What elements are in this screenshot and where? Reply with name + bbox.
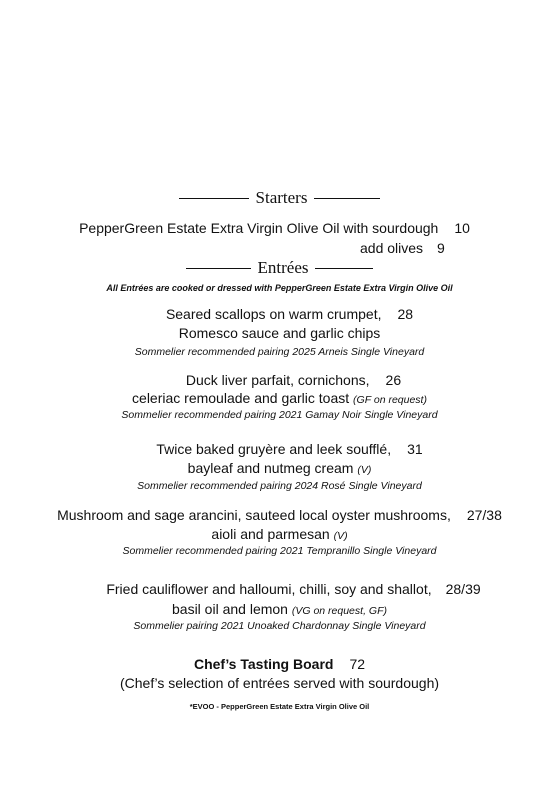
entree-item-1-pairing: Sommelier recommended pairing 2025 Arneis Single Vineyard bbox=[134, 346, 425, 358]
tasting-board-name: Chef’s Tasting Board bbox=[193, 656, 334, 672]
entree-desc: Romesco sauce and garlic chips bbox=[178, 325, 381, 341]
entree-name: Mushroom and sage arancini, sauteed local oyster mushrooms, bbox=[57, 507, 451, 523]
starters-item bbox=[0, 220, 559, 236]
entree-item-2-title bbox=[0, 372, 559, 388]
starters-item-price: 10 bbox=[454, 220, 470, 236]
tasting-board-description: (Chef’s selection of entrées served with sourdough) bbox=[119, 675, 440, 691]
entree-item-3-title bbox=[0, 441, 559, 457]
entree-desc: bayleaf and nutmeg cream bbox=[187, 460, 354, 476]
entree-item-5-desc bbox=[0, 601, 559, 617]
entree-price: 31 bbox=[407, 441, 423, 457]
entree-item-5-title bbox=[0, 581, 559, 597]
entree-price: 28/39 bbox=[445, 581, 481, 597]
heading-rule-right bbox=[315, 268, 373, 269]
entree-diet-note: (V) bbox=[333, 530, 348, 542]
heading-rule-left bbox=[179, 198, 249, 199]
starters-heading-text: Starters bbox=[255, 188, 308, 207]
entree-item-4-pairing: Sommelier recommended pairing 2021 Tempranillo Single Vineyard bbox=[122, 545, 437, 557]
entree-name: Twice baked gruyère and leek soufflé, bbox=[156, 441, 392, 457]
entree-price: 26 bbox=[385, 372, 402, 388]
heading-rule-right bbox=[314, 198, 380, 199]
entree-item-1-title bbox=[0, 306, 559, 322]
entree-name: Duck liver parfait, cornichons, bbox=[185, 372, 370, 388]
entree-item-2-desc bbox=[0, 390, 559, 406]
starters-addon-price: 9 bbox=[437, 240, 445, 256]
entree-item-3-desc bbox=[0, 460, 559, 476]
entree-name: Seared scallops on warm crumpet, bbox=[165, 306, 382, 322]
entree-price: 27/38 bbox=[466, 507, 502, 523]
starters-addon bbox=[360, 240, 445, 256]
entree-price: 28 bbox=[397, 306, 414, 322]
entree-item-4-desc bbox=[0, 526, 559, 542]
entrees-heading-text: Entrées bbox=[257, 258, 309, 277]
starters-item-name: PepperGreen Estate Extra Virgin Olive Oil with sourdough bbox=[79, 220, 439, 236]
starters-heading bbox=[0, 188, 559, 208]
entree-desc: celeriac remoulade and garlic toast bbox=[132, 390, 350, 406]
heading-rule-left bbox=[186, 268, 251, 269]
tasting-board-title bbox=[0, 656, 559, 672]
entree-item-2-pairing: Sommelier recommended pairing 2021 Gamay Noir Single Vineyard bbox=[121, 409, 438, 421]
entree-diet-note: (VG on request, GF) bbox=[291, 605, 387, 617]
entree-item-5-pairing: Sommelier pairing 2021 Unoaked Chardonnay Single Vineyard bbox=[133, 620, 426, 632]
entree-name: Fried cauliflower and halloumi, chilli, soy and shallot, bbox=[106, 581, 432, 597]
entrees-heading bbox=[0, 258, 559, 278]
evoo-footnote: *EVOO - PepperGreen Estate Extra Virgin Olive Oil bbox=[189, 702, 370, 711]
entree-item-4-title bbox=[0, 507, 559, 523]
entree-desc: aioli and parmesan bbox=[211, 526, 330, 542]
entrees-subtitle: All Entrées are cooked or dressed with PepperGreen Estate Extra Virgin Olive Oil bbox=[106, 283, 453, 293]
entree-item-3-pairing: Sommelier recommended pairing 2024 Rosé Single Vineyard bbox=[137, 480, 422, 492]
tasting-board-price: 72 bbox=[349, 656, 366, 672]
entree-item-1-desc bbox=[0, 325, 559, 341]
entree-diet-note: (V) bbox=[357, 464, 372, 476]
entree-desc: basil oil and lemon bbox=[172, 601, 288, 617]
entree-diet-note: (GF on request) bbox=[353, 394, 427, 406]
starters-addon-name: add olives bbox=[360, 240, 424, 256]
